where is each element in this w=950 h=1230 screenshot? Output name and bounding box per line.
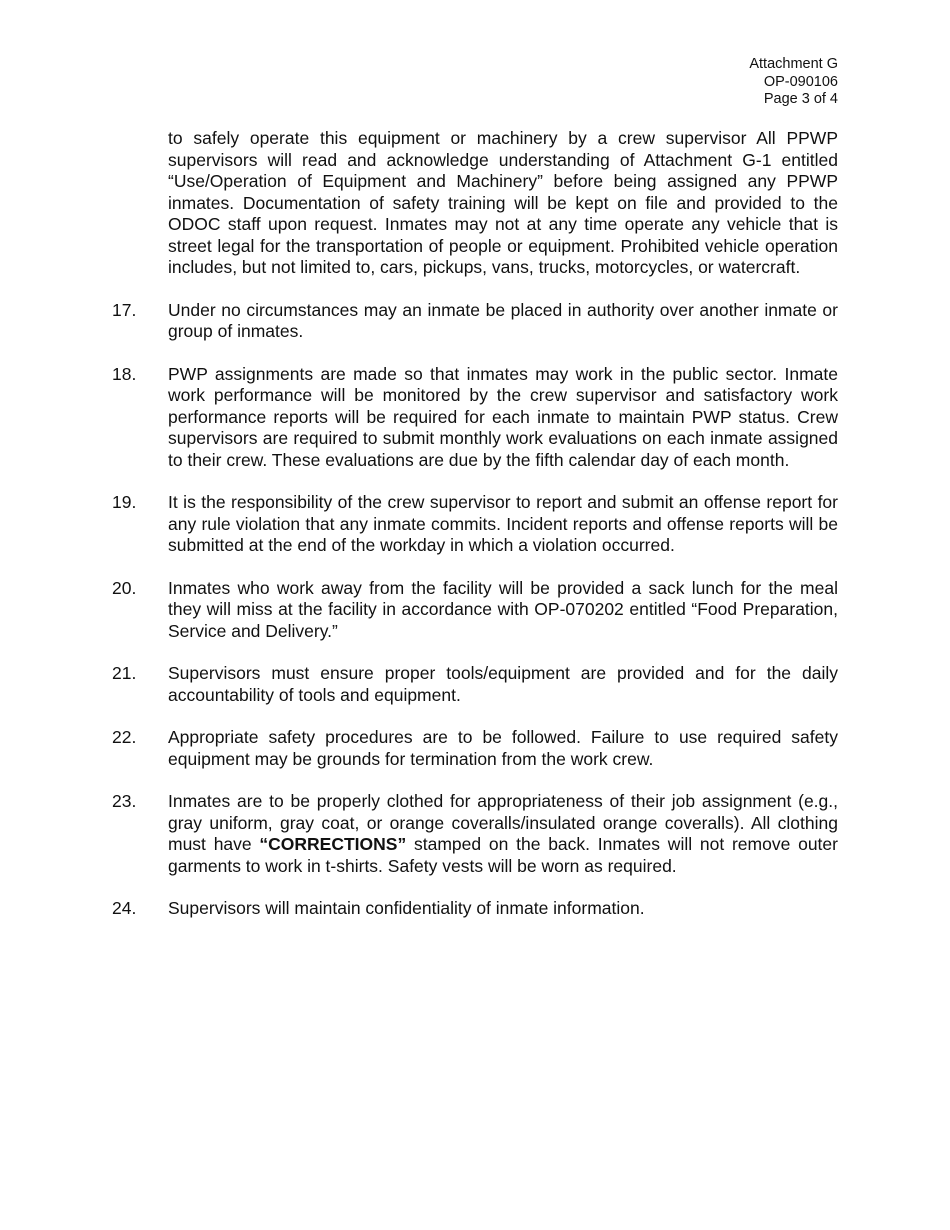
- continued-paragraph: to safely operate this equipment or machinery by a crew supervisor All PPWP supervisors will read and acknowledge understanding of Attachment G-1 entitled “Use/Operation of Equipment and Machinery” before being assigned any PPWP inmates. Documentation of safety training will be kept on file and provided to the ODOC staff upon request. Inmates may not at any time operate any vehicle that is street legal for the transportation of people or equipment. Prohibited vehicle operation includes, but not limited to, cars, pickups, vans, trucks, motorcycles, or watercraft.: [168, 128, 838, 277]
- item-text: It is the responsibility of the crew supervisor to report and submit an offense report for any rule violation that any inmate commits. Incident reports and offense reports will be submitted at the end of the workday in which a violation occurred.: [168, 492, 838, 555]
- list-item-18: [112, 364, 838, 472]
- item-text: PWP assignments are made so that inmates may work in the public sector. Inmate work performance will be monitored by the crew supervisor and satisfactory work performance reports will be required for each inmate to maintain PWP status. Crew supervisors are required to submit monthly work evaluations on each inmate assigned to their crew. These evaluations are due by the fifth calendar day of each month.: [168, 363, 838, 470]
- attachment-label: Attachment G: [749, 56, 838, 72]
- item-text: Under no circumstances may an inmate be placed in authority over another inmate or group of inmates.: [168, 299, 838, 341]
- list-item-23: [112, 791, 838, 877]
- list-item-21: [112, 663, 838, 706]
- page-number: Page 3 of 4: [763, 91, 838, 107]
- item-number: 18.: [112, 363, 137, 384]
- list-item-22: [112, 727, 838, 770]
- item-number: 24.: [112, 898, 137, 918]
- item-number: 23.: [112, 791, 137, 811]
- item-text: Supervisors must ensure proper tools/equipment are provided and for the daily accountability of tools and equipment.: [168, 663, 838, 705]
- page-header: [749, 56, 838, 109]
- document-body: [112, 128, 838, 941]
- item-text: Appropriate safety procedures are to be followed. Failure to use required safety equipment may be grounds for termination from the work crew.: [168, 727, 838, 769]
- list-item-20: [112, 578, 838, 643]
- corrections-stamp-text: “CORRECTIONS”: [259, 834, 407, 854]
- item-text-end: stamped on the back. Inmates will not remove outer garments to work in t-shirts. Safety vests will be worn as required.: [168, 834, 838, 876]
- item-number: 22.: [112, 727, 137, 747]
- item-number: 20.: [112, 577, 137, 598]
- item-number: 17.: [112, 299, 137, 320]
- list-item-19: [112, 492, 838, 557]
- item-text: Inmates who work away from the facility will be provided a sack lunch for the meal they will miss at the facility in accordance with OP-070202 entitled “Food Preparation, Service and Delivery.”: [168, 577, 838, 641]
- item-text-start: Inmates are to be properly clothed for appropriateness of their job assignment (e.g., gray uniform, gray coat, or orange coveralls/insulated orange coveralls). All clothing must have: [168, 791, 838, 854]
- item-number: 19.: [112, 492, 137, 512]
- list-item-17: [112, 300, 838, 343]
- op-number: OP-090106: [763, 73, 838, 90]
- item-text: Supervisors will maintain confidentiality of inmate information.: [168, 898, 645, 918]
- list-item-24: [112, 898, 838, 920]
- item-text: [168, 791, 838, 877]
- item-number: 21.: [112, 663, 137, 683]
